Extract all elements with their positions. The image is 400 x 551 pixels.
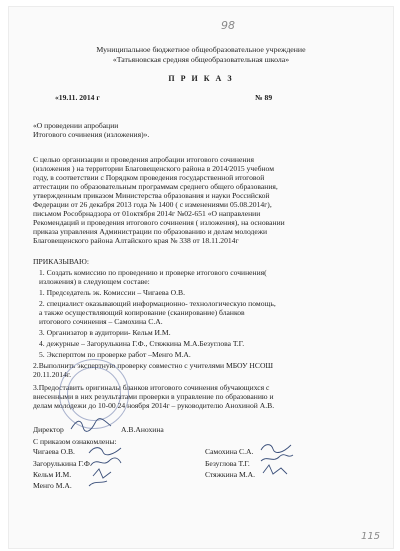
preamble-line: Федерации от 26 декабря 2013 года № 1400 ( с изменениями 05.08.2014г),	[33, 200, 272, 209]
school-seal-inner-ring	[67, 367, 121, 421]
preamble-line: приказа управления Администрации по образованию и делам молодежи	[33, 227, 268, 236]
order-item: 1. Создать комиссию по проведению и проверке итогового сочинения(	[39, 268, 267, 277]
signatory-name: Самохина С.А.	[205, 447, 254, 456]
order-item-3-line2: внесенными в них результатами проверки в управление по образованию и	[33, 392, 274, 401]
acquainted-label: С приказом ознакомлены:	[33, 437, 117, 446]
document-page	[8, 6, 394, 549]
document-title: П Р И К А З	[168, 74, 234, 83]
order-item: изложения) в следующем составе:	[39, 277, 150, 286]
preamble-line: аттестации по образовательным программам среднего общего образования,	[33, 182, 278, 191]
signatory-name: Безуглова Т.Г.	[205, 459, 250, 468]
subject-line2: Итогового сочинения (изложения)».	[33, 130, 150, 139]
signatures-right-column	[257, 441, 297, 479]
signatory-name: Чигаева О.В.	[33, 447, 75, 456]
school-name-line1: Муниципальное бюджетное общеобразовательное учреждение	[96, 45, 306, 54]
director-signature	[69, 417, 113, 433]
school-name-line2: «Татьяновская средняя общеобразовательная школа»	[112, 55, 290, 64]
order-item: 5. Эксперптом по проверке работ –Менго М.А.	[39, 350, 191, 359]
order-item-3-line1: 3.Предоставить оригиналы бланков итогового сочинения обучающихся с	[33, 383, 270, 392]
order-item-2-line1: 2.Выполнить экспертную проверку совместно с учителями МБОУ НСОШ	[33, 361, 274, 370]
preamble-line: Благовещенского района Алтайского края № 338 от 18.11.2014г	[33, 236, 239, 245]
director-name: А.В.Анохина	[121, 425, 164, 434]
preamble-line: Рекомендаций и проведения итогового сочинения ( изложения), на основании	[33, 218, 285, 227]
order-item: 4. дежурные – Загорулькина Г.Ф., Стяжкина М.А.Безуглова Т.Г.	[39, 339, 245, 348]
preamble-line: письмом Рособрнадзора от 01октября 2014г №02-651 «О направлении	[33, 209, 261, 218]
order-item: а также осуществляющий копирование (сканирование) бланков	[39, 308, 245, 317]
order-number: № 89	[255, 93, 273, 102]
handwritten-sheet-number: 115	[361, 531, 381, 542]
order-heading: ПРИКАЗЫВАЮ:	[33, 257, 89, 266]
subject-line1: «О проведении апробации	[33, 121, 119, 130]
signatory-name: Кельм И.М.	[33, 470, 72, 479]
order-item-2-line2: 20.11.2014г.	[33, 370, 72, 379]
order-item: 3. Организатор в аудитории- Кельм И.М.	[39, 328, 171, 337]
signatory-name: Загорулькина Г.Ф.	[33, 459, 92, 468]
preamble-line: году, в соответствии с Порядком проведения государственной итоговой	[33, 173, 265, 182]
order-item-3-line3: делам молодежи до 10-00 24 ноября 2014г – руководителю Анохиной А.В.	[33, 401, 275, 410]
handwritten-page-mark: 98	[221, 19, 235, 32]
order-item: 1. Председатель эк. Комиссии – Чигаева О.В.	[39, 288, 185, 297]
preamble-line: (изложения ) на территории Благовещенского района в 2014/2015 учебном	[33, 164, 274, 173]
preamble-line: С целью организации и проведения апробации итогового сочинения	[33, 155, 254, 164]
order-item: итогового сочинения – Самохина С.А.	[39, 317, 163, 326]
signatory-name: Менго М.А.	[33, 481, 72, 490]
signatory-name: Стяжкина М.А.	[205, 470, 256, 479]
signatures-left-column	[85, 443, 125, 487]
order-item: 2. специалист оказывающий информационно- технологическую помощь,	[39, 299, 276, 308]
preamble-line: утвержденным приказом Министерства образования и науки Российской	[33, 191, 270, 200]
director-label: Директор	[33, 425, 64, 434]
order-date: «19.11. 2014 г	[55, 93, 100, 102]
